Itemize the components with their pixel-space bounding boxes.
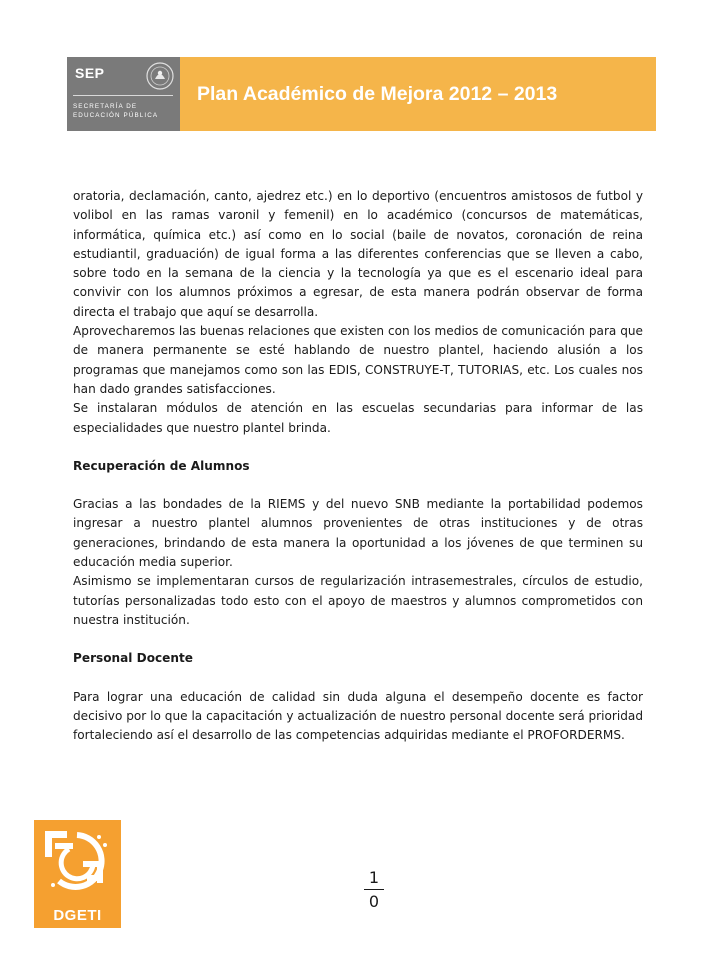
document-title: Plan Académico de Mejora 2012 – 2013	[197, 83, 558, 105]
paragraph: Aprovecharemos las buenas relaciones que existen con los medios de comunicación para que de manera permanente se esté hablando de nuestro plantel, haciendo alusión a los programas que manejamos como son las EDIS, CONSTRUYE-T, TUTORIAS, etc. Los cuales nos han dado grandes satisfacciones.	[73, 324, 643, 396]
sep-logo	[67, 57, 180, 131]
header-banner	[67, 57, 656, 131]
dgeti-emblem-icon	[39, 825, 116, 899]
paragraph: oratoria, declamación, canto, ajedrez etc.) en lo deportivo (encuentros amistosos de futbol y volibol en las ramas varonil y femenil) en lo académico (concursos de matemáticas, informática, química etc.) así como en lo social (baile de novatos, coronación de reina estudiantil, graduación) de igual forma a las diferentes conferencias que se lleven a cabo, sobre todo en la semana de la ciencia y la tecnología ya que es el escenario ideal para convivir con los alumnos próximos a egresar, de esta manera podrán observar de forma directa el trabajo que aquí se desarrolla.	[73, 189, 643, 319]
sep-subtitle-2: EDUCACIÓN PÚBLICA	[73, 112, 159, 119]
page-number-digit: 0	[368, 892, 380, 911]
sep-divider	[73, 95, 173, 96]
dgeti-label: DGETI	[34, 904, 121, 928]
page-number-digit: 1	[364, 866, 384, 890]
sep-subtitle-1: SECRETARÍA DE	[73, 103, 138, 110]
section-heading-personal-docente: Personal Docente	[73, 651, 193, 666]
paragraph: Se instalaran módulos de atención en las escuelas secundarias para informar de las especialidades que nuestro plantel brinda.	[73, 401, 643, 435]
sep-logo-text: SEP	[75, 65, 105, 81]
paragraph: Para lograr una educación de calidad sin duda alguna el desempeño docente es factor decisivo por lo que la capacitación y actualización de nuestro personal docente será prioridad fortaleciendo así el desarrollo de las competencias adquiridas mediante el PROFORDERMS.	[73, 689, 643, 743]
coat-of-arms-icon	[145, 61, 175, 91]
page-number	[364, 866, 384, 913]
paragraph: Gracias a las bondades de la RIEMS y del nuevo SNB mediante la portabilidad podemos ingresar a nuestro plantel alumnos provenientes de otras instituciones y de otras generaciones, brindando de esta manera la oportunidad a los jóvenes de que terminen su educación media superior.	[73, 497, 643, 570]
dgeti-logo	[34, 820, 121, 928]
paragraph: Asimismo se implementaran cursos de regularización intrasemestrales, círculos de estudio, tutorías personalizadas todo esto con el apoyo de maestros y alumnos comprometidos con nuestra institución.	[73, 574, 643, 627]
document-body	[73, 187, 643, 745]
section-heading-recuperacion: Recuperación de Alumnos	[73, 458, 250, 473]
